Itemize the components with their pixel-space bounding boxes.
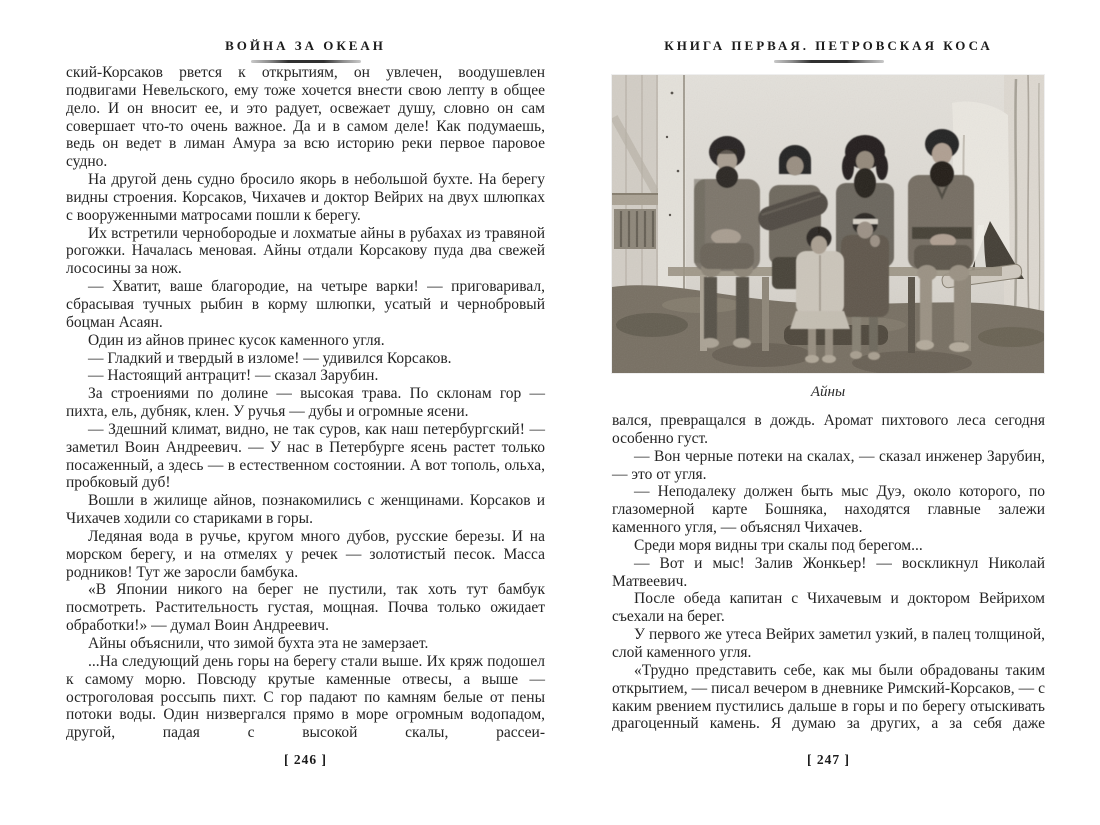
right-page-text bbox=[612, 412, 1045, 733]
paragraph: У первого же утеса Вейрих заметил узкий, в палец толщиной, слой каменного угля. bbox=[612, 626, 1045, 661]
paragraph: ский-Корсаков рвется к открытиям, он увлечен, воодушевлен подвигами Невельского, ему тоже хочется внести свою лепту в общее дело. И он вносит ее, и это радует, освежает душу, словно он сам совершает что-то очень важное. Да и в самом деле! Как подумаешь, ведь он ведет в лиман Амура за всю историю реки первое паровое судно. bbox=[66, 64, 545, 171]
photo-caption: Айны bbox=[810, 384, 846, 400]
page-246 bbox=[66, 0, 545, 825]
header-rule-left bbox=[251, 60, 361, 63]
paragraph: «В Японии никого на берег не пустили, так хоть тут бамбук посмотреть. Растительность густая, мощная. Почва только ожидает обработки!» — думал Воин Андреевич. bbox=[66, 581, 545, 635]
paragraph: — Хватит, ваше благородие, на четыре варки! — приговаривал, сбрасывая тучных рыбин в корму шлюпки, усатый и чернобровый боцман Асаян. bbox=[66, 278, 545, 331]
paragraph: «Трудно представить себе, как мы были обрадованы таким открытием, — писал вечером в дневнике Римский-Корсаков, — с каким рвением пустились дальше в горы и по берегу отыскивать драгоценный камень. Я думаю за других, а за себя даже bbox=[612, 661, 1045, 733]
paragraph: — Вон черные потеки на скалах, — сказал инженер Зарубин, — это от угля. bbox=[612, 447, 1045, 483]
paragraph: Ледяная вода в ручье, кругом много дубов, русские березы. И на морском берегу, и на отмелях у речек — золотистый песок. Масса родников! Тут же заросли бамбука. bbox=[66, 527, 545, 581]
ainu-photo-illustration bbox=[612, 75, 1044, 373]
paragraph: — Неподалеку должен быть мыс Дуэ, около которого, по глазомерной карте Бошняка, находятся главные залежи каменного угля, — объяснял Чихачев. bbox=[612, 483, 1045, 537]
header-rule-right bbox=[774, 60, 884, 63]
paragraph: Их встретили чернобородые и лохматые айны в рубахах из травяной рогожки. Началась меновая. Айны отдали Корсакову пуда два свежей лососины за нож. bbox=[66, 224, 545, 278]
paragraph: Вошли в жилище айнов, познакомились с женщинами. Корсаков и Чихачев ходили со стариками в горы. bbox=[66, 492, 545, 528]
paragraph: — Гладкий и твердый в изломе! — удивился Корсаков. bbox=[88, 349, 452, 367]
page-247 bbox=[612, 0, 1045, 825]
paragraph: вался, превращался в дождь. Аромат пихтового леса сегодня особенно густ. bbox=[612, 412, 1045, 447]
running-head-right: КНИГА ПЕРВАЯ. ПЕТРОВСКАЯ КОСА bbox=[664, 38, 993, 53]
paragraph: Айны объяснили, что зимой бухта эта не замерзает. bbox=[88, 635, 429, 652]
paragraph: — Настоящий антрацит! — сказал Зарубин. bbox=[88, 367, 379, 385]
paragraph: ...На следующий день горы на берегу стали выше. Их кряж подошел к самому морю. Повсюду крутые каменные отвесы, а выше — остроголовая россыпь пихт. С гор падают по камням белые от пены потоки воды. Один низвергался прямо в море огромным водопадом, другой, падая с высокой скалы, рассеи- bbox=[66, 652, 545, 742]
paragraph: На другой день судно бросило якорь в небольшой бухте. На берегу видны строения. Корсаков, Чихачев и доктор Вейрих на двух шлюпках с вооруженными матросами пошли к берегу. bbox=[66, 171, 545, 224]
ainu-photograph bbox=[612, 75, 1044, 373]
paragraph: За строениями по долине — высокая трава. По склонам гор — пихта, ель, дубняк, клен. У ручья — дубы и огромные ясени. bbox=[66, 385, 545, 421]
ainu-photograph-figure bbox=[612, 75, 1044, 401]
paragraph: — Здешний климат, видно, не так суров, как наш петербургский! — заметил Воин Андреевич. — У нас в Петербурге ясень растет только посаженный, а здесь — в естественном состоянии. А вот тополь, ольха, пробковый дуб! bbox=[66, 420, 545, 492]
page-number-right: [ 247 ] bbox=[807, 752, 850, 767]
paragraph: — Вот и мыс! Залив Жонкьер! — воскликнул Николай Матвеевич. bbox=[612, 554, 1045, 590]
paragraph: Один из айнов принес кусок каменного угля. bbox=[88, 331, 385, 349]
left-page-text bbox=[66, 64, 545, 742]
paragraph: Среди моря видны три скалы под берегом... bbox=[634, 536, 923, 554]
running-head-left: ВОЙНА ЗА ОКЕАН bbox=[225, 38, 386, 53]
paragraph: После обеда капитан с Чихачевым и доктором Вейрихом съехали на берег. bbox=[612, 590, 1045, 626]
page-number-left: [ 246 ] bbox=[284, 752, 327, 767]
